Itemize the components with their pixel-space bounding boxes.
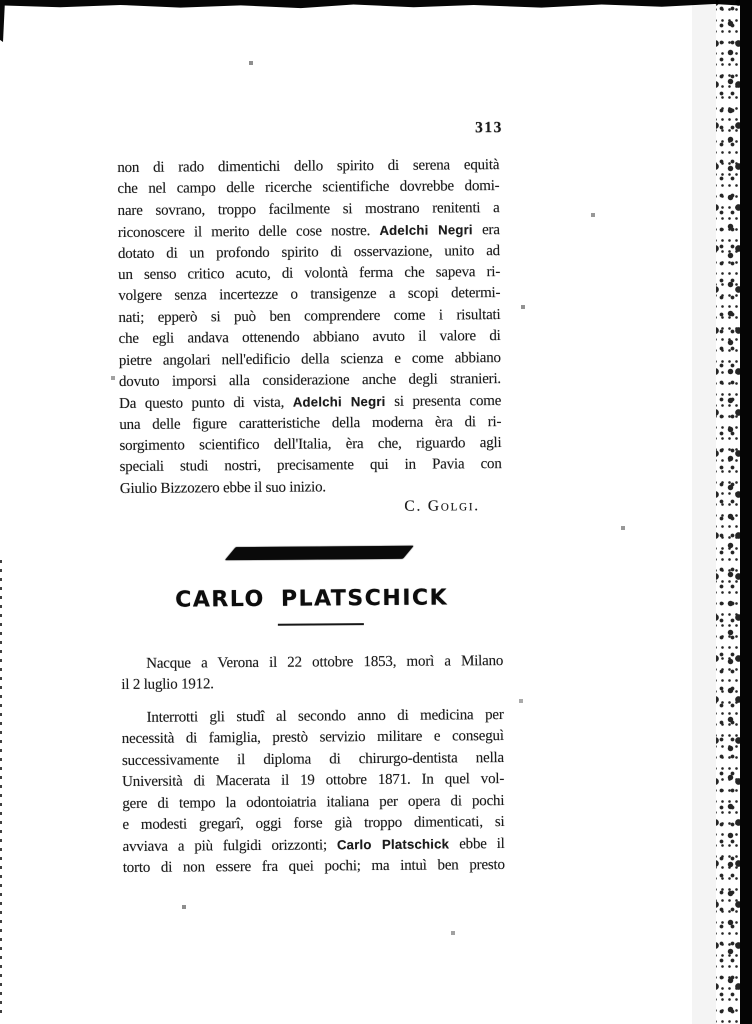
text-line <box>119 390 501 414</box>
text-line <box>118 262 500 286</box>
title-underline-rule <box>278 623 364 626</box>
article-title: CARLO PLATSCHICK <box>175 585 449 613</box>
page-number: 313 <box>475 118 503 137</box>
text-line <box>119 326 501 350</box>
text-segment: nati; epperò si può ben comprendere come i risultati <box>118 306 501 326</box>
text-segment: una delle figure caratteristiche della moderna èra di ri- <box>119 413 502 433</box>
text-segment: ebbe il <box>449 836 505 853</box>
text-segment: dotato di un profondo spirito di osservazione, unito ad <box>117 242 501 262</box>
text-segment: si presenta come <box>385 393 502 411</box>
text-segment: nare sovrano, troppo facilmente si mostrano renitenti a <box>117 199 500 219</box>
scan-dust-specks <box>0 0 2 2</box>
text-line <box>121 672 503 696</box>
text-line <box>118 241 500 265</box>
text-segment: non di rado dimentichi dello spirito di serena equità <box>117 157 500 177</box>
text-line <box>119 412 501 436</box>
text-segment: Università di Macerata il 19 ottobre 1871. In quel vol- <box>122 771 505 791</box>
person-name: Adelchi Negri <box>292 394 386 410</box>
text-segment: Da questo punto di vista, <box>119 394 293 413</box>
text-segment: sorgimento scientifico dell'Italia, èra che, riguardo agli <box>119 435 502 455</box>
text-line <box>123 855 505 879</box>
bio-paragraph <box>121 651 503 697</box>
text-line <box>122 791 504 815</box>
text-segment: successivamente il diploma di chirurgo-dentista nella <box>121 749 504 769</box>
text-line <box>118 198 500 222</box>
text-line <box>122 769 504 793</box>
text-line <box>118 283 500 307</box>
scan-edge-right-shadow <box>692 0 716 1024</box>
text-segment: avviava a più fulgidi orizzonti; <box>122 837 337 856</box>
text-segment: speciali studi nostri, precisamente qui in Pavia con <box>119 456 502 476</box>
career-paragraph <box>122 705 505 879</box>
text-line <box>119 369 501 393</box>
text-segment: Interrotti gli studî al secondo anno di medicina per <box>146 707 504 726</box>
text-segment: volgere senza incertezze o transigenze a scopi determi- <box>118 285 501 305</box>
person-name: Carlo Platschick <box>336 836 450 853</box>
text-segment: pietre angolari nell'edificio della scienza e come abbiano <box>118 349 501 369</box>
section-divider-bar <box>225 546 414 560</box>
text-line <box>122 748 504 772</box>
text-line <box>117 155 499 179</box>
scan-edge-left-dotted-line <box>0 560 2 1015</box>
text-segment: Giulio Bizzozero ebbe il suo inizio. <box>119 479 326 497</box>
author-signature: C. Golgi. <box>404 497 481 515</box>
text-line <box>118 305 500 329</box>
text-line <box>120 454 502 478</box>
text-segment: Nacque a Verona il 22 ottobre 1853, morì a Milano <box>146 653 504 672</box>
text-segment: necessità di famiglia, prestò servizio militare e conseguì <box>121 728 504 748</box>
text-segment: che nel campo delle ricerche scientifiche dovrebbe domi- <box>117 178 500 198</box>
text-line <box>122 705 504 729</box>
text-segment: e modesti gregarî, oggi forse già troppo dimenticati, si <box>122 813 505 833</box>
text-line <box>121 651 503 675</box>
scan-edge-right-band <box>740 0 752 1024</box>
text-line <box>118 219 500 243</box>
text-segment: il 2 luglio 1912. <box>121 676 214 694</box>
text-line <box>119 348 501 372</box>
text-line <box>117 176 499 200</box>
text-line <box>122 726 504 750</box>
text-segment: un senso critico acuto, di volontà ferma che sapeva ri- <box>118 263 501 283</box>
text-segment: riconoscere il merito delle cose nostre. <box>117 223 380 242</box>
person-name: Adelchi Negri <box>379 222 473 239</box>
text-segment: dovuto imporsi alla considerazione anche degli stranieri. <box>118 370 502 390</box>
text-segment: torto di non essere fra quei pochi; ma intuì ben presto <box>122 856 505 876</box>
text-line <box>123 833 505 857</box>
text-segment: che egli andava ottenendo abbiano avuto il valore di <box>118 328 501 348</box>
text-segment: gere di tempo la odontoiatria italiana per opera di pochi <box>122 792 505 812</box>
text-line <box>122 812 504 836</box>
text-segment: era <box>472 222 500 239</box>
text-line <box>119 433 501 457</box>
obituary-paragraph <box>117 155 502 500</box>
